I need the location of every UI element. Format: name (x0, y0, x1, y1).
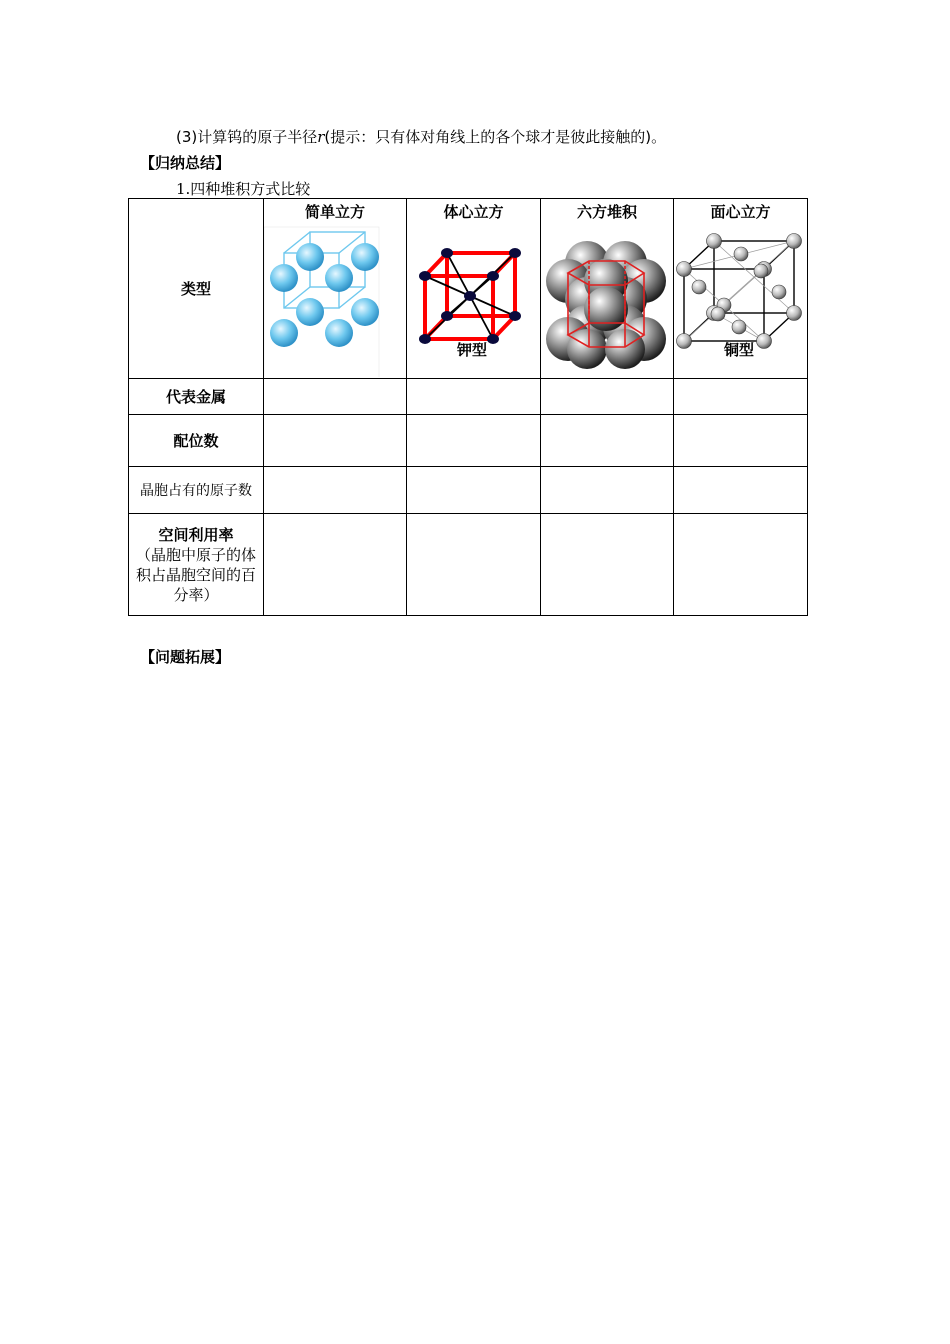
cell-space-sc[interactable] (264, 514, 407, 616)
cell-metal-hcp[interactable] (541, 379, 674, 415)
cell-space-fcc[interactable] (674, 514, 808, 616)
cell-coord-bcc[interactable] (407, 415, 541, 467)
cell-coord-fcc[interactable] (674, 415, 808, 467)
row-label-space-note: （晶胞中原子的体积占晶胞空间的百分率） (135, 545, 256, 604)
fcc-caption: 铜型 (724, 341, 755, 359)
cell-space-hcp[interactable] (541, 514, 674, 616)
simple-cubic-image (264, 199, 407, 377)
table-row-atoms (129, 467, 808, 514)
row-label-atoms: 晶胞占有的原子数 (129, 467, 264, 514)
col-hcp (541, 199, 674, 379)
packing-comparison-table (128, 198, 808, 616)
cell-coord-sc[interactable] (264, 415, 407, 467)
bcc-caption: 钾型 (457, 341, 488, 359)
cell-space-bcc[interactable] (407, 514, 541, 616)
cell-metal-bcc[interactable] (407, 379, 541, 415)
question-3: (3)计算钨的原子半径r(提示：只有体对角线上的各个球才是彼此接触的)。 (176, 128, 667, 146)
cell-metal-sc[interactable] (264, 379, 407, 415)
col-header-hcp: 六方堆积 (576, 203, 637, 221)
table-row-coord (129, 415, 808, 467)
col-header-fcc: 面心立方 (710, 203, 771, 221)
table-row-metal (129, 379, 808, 415)
cell-atoms-hcp[interactable] (541, 467, 674, 514)
cell-metal-fcc[interactable] (674, 379, 808, 415)
cell-atoms-bcc[interactable] (407, 467, 541, 514)
cell-atoms-sc[interactable] (264, 467, 407, 514)
extension-heading: 【问题拓展】 (140, 648, 231, 666)
row-label-type: 类型 (129, 199, 264, 379)
row-label-space-title: 空间利用率 (158, 525, 234, 544)
table-row-type (129, 199, 808, 379)
col-header-bcc: 体心立方 (443, 203, 504, 221)
cell-atoms-fcc[interactable] (674, 467, 808, 514)
col-fcc (674, 199, 808, 379)
cell-coord-hcp[interactable] (541, 415, 674, 467)
col-bcc (407, 199, 541, 379)
comparison-subheading: 1.四种堆积方式比较 (176, 180, 311, 198)
summary-heading: 【归纳总结】 (140, 154, 231, 172)
row-label-metal: 代表金属 (129, 379, 264, 415)
col-header-simple-cubic: 简单立方 (304, 203, 365, 221)
col-simple-cubic (264, 199, 407, 379)
row-label-space (129, 514, 264, 616)
row-label-coord: 配位数 (129, 415, 264, 467)
table-row-space (129, 514, 808, 616)
hcp-image (541, 199, 674, 377)
